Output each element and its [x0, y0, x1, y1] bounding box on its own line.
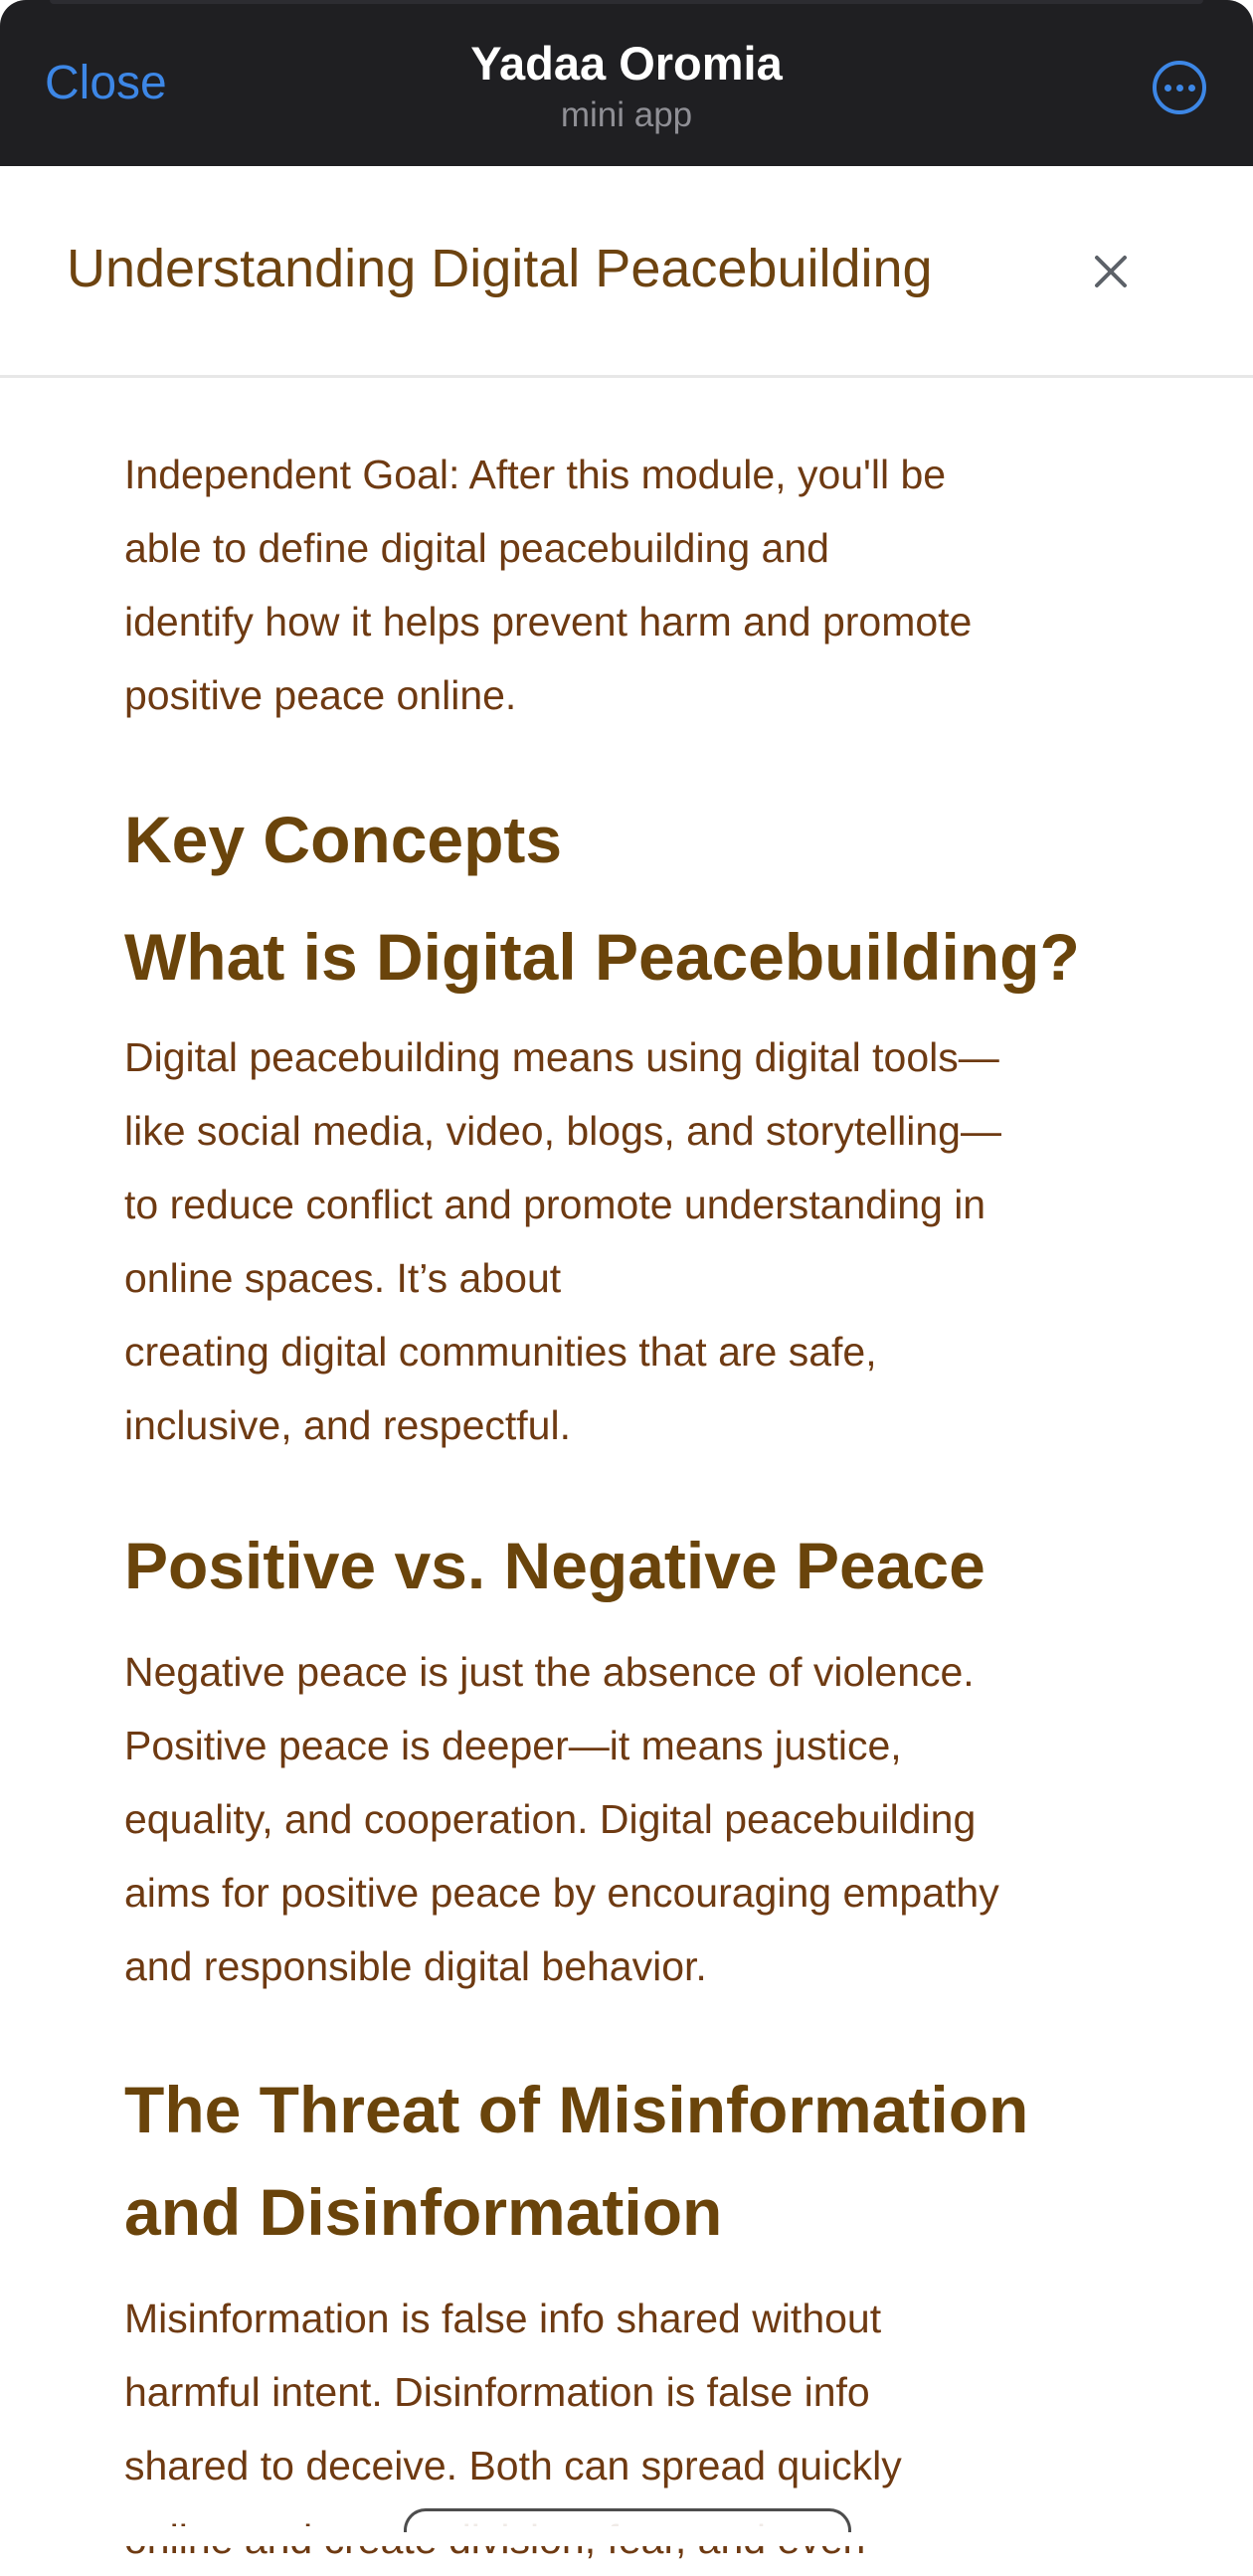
top-bar	[0, 0, 1253, 166]
module-title: Understanding Digital Peacebuilding	[67, 239, 933, 298]
section-body-digital-peacebuilding: Digital peacebuilding means using digital tools— like social media, video, blogs, and storytelling— to reduce conflict and promote understanding in online spaces. It’s about creating digital communities that are safe, inclusive, and respectful.	[124, 1034, 1001, 1448]
home-indicator[interactable]	[404, 2508, 851, 2532]
app-title: Yadaa Oromia	[470, 37, 783, 90]
more-options-icon[interactable]	[1153, 61, 1206, 114]
modal-header	[0, 166, 1253, 378]
independent-goal-text: Independent Goal: After this module, you'll be able to define digital peacebuilding and identify how it helps prevent harm and promote positive peace online.	[124, 452, 973, 718]
close-x-icon[interactable]	[1087, 248, 1135, 295]
key-concepts-heading: Key Concepts	[124, 803, 563, 876]
section-heading-misinformation: The Threat of Misinformation and Disinformation	[124, 2073, 1029, 2249]
section-body-misinformation: Misinformation is false info shared without harmful intent. Disinformation is false info shared to deceive. Both can spread quickly	[124, 2296, 902, 2488]
app-subtitle: mini app	[560, 95, 693, 134]
top-bar-edge	[50, 0, 1203, 4]
section-heading-digital-peacebuilding: What is Digital Peacebuilding?	[124, 920, 1080, 994]
close-button[interactable]: Close	[45, 57, 167, 109]
section-heading-positive-negative-peace: Positive vs. Negative Peace	[124, 1529, 985, 1602]
module-content	[124, 438, 1139, 2576]
section-body-positive-negative-peace: Negative peace is just the absence of violence. Positive peace is deeper—it means justice, equality, and cooperation. Digital peacebuilding aims for positive peace by encouraging empathy and responsible digital behavior.	[124, 1649, 999, 1989]
